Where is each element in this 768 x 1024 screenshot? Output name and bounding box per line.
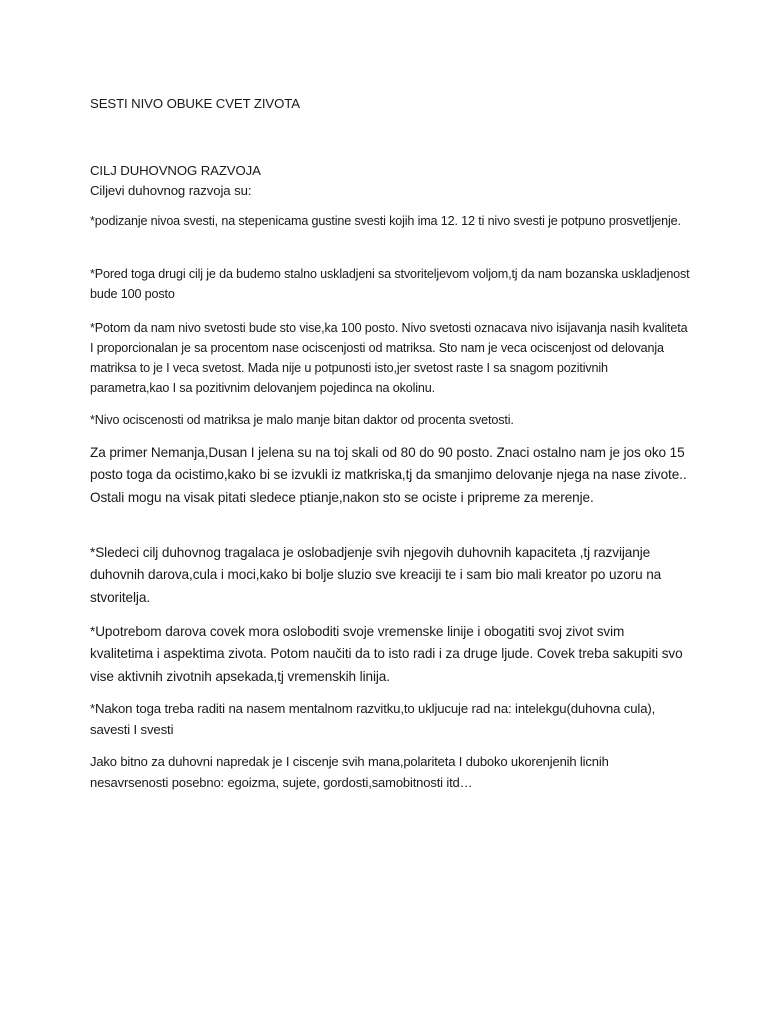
paragraph-cleansing-flaws: Jako bitno za duhovni napredak je I ciscenje svih mana,polariteta I duboko ukorenjenih licnih nesavrsenosti posebno: egoizma, sujete, gordosti,samobitnosti itd… — [90, 754, 609, 790]
paragraph-holiness-level: *Potom da nam nivo svetosti bude sto vise,ka 100 posto. Nivo svetosti oznacava nivo isijavanja nasih kvaliteta I proporcionalan je sa procentom nase ociscenjosti od matriksa. Sto nam je veca ociscenjost od delovanja matriksa to je I veca svetost. Mada nije u potpunosti isto,jer svetost raste I sa snagom pozitivnih parametra,kao I sa pozitivnim delovanjem pojedinca na okolinu. — [90, 321, 688, 395]
paragraph-gifts-timelines: *Upotrebom darova covek mora osloboditi svoje vremenske linije i obogatiti svoj zivot svim kvalitetima i aspektima zivota. Potom naučiti da to isto radi i za druge ljude. Covek treba sakupiti svo vise aktivnih zivotnih apsekada,tj vremenskih linija. — [90, 624, 683, 684]
paragraph-example: Za primer Nemanja,Dusan I jelena su na toj skali od 80 do 90 posto. Znaci ostalno nam je jos oko 15 posto toga da ocistimo,kako bi se izvukli iz matkriska,tj da smanjimo delovanje njega na nase zivote.. Ostali mogu na visak pitati sledece ptianje,nakon sto se ociste i pripreme za merenje. — [90, 445, 687, 505]
section-heading: CILJ DUHOVNOG RAZVOJA — [90, 163, 261, 178]
paragraph-spiritual-capacities: *Sledeci cilj duhovnog tragalaca je oslobadjenje svih njegovih duhovnih kapaciteta ,tj razvijanje duhovnih darova,cula i moci,kako bi bolje sluzio sve kreaciji te i sam bio mali kreator po uzoru na stvoritelja. — [90, 545, 662, 605]
paragraph-divine-alignment: *Pored toga drugi cilj je da budemo stalno uskladjeni sa stvoriteljevom voljom,tj da nam bozanska uskladjenost bude 100 posto — [90, 267, 690, 301]
paragraph-consciousness-level: *podizanje nivoa svesti, na stepenicama gustine svesti kojih ima 12. 12 ti nivo svesti je potpuno prosvetljenje. — [90, 214, 681, 228]
paragraph-mental-development: *Nakon toga treba raditi na nasem mentalnom razvitku,to ukljucuje rad na: intelekgu(duhovna cula), savesti I svesti — [90, 701, 656, 737]
document-title: SESTI NIVO OBUKE CVET ZIVOTA — [90, 96, 300, 111]
paragraph-matrix-cleansing: *Nivo ociscenosti od matriksa je malo manje bitan daktor od procenta svetosti. — [90, 413, 514, 427]
section-intro: Ciljevi duhovnog razvoja su: — [90, 183, 252, 198]
